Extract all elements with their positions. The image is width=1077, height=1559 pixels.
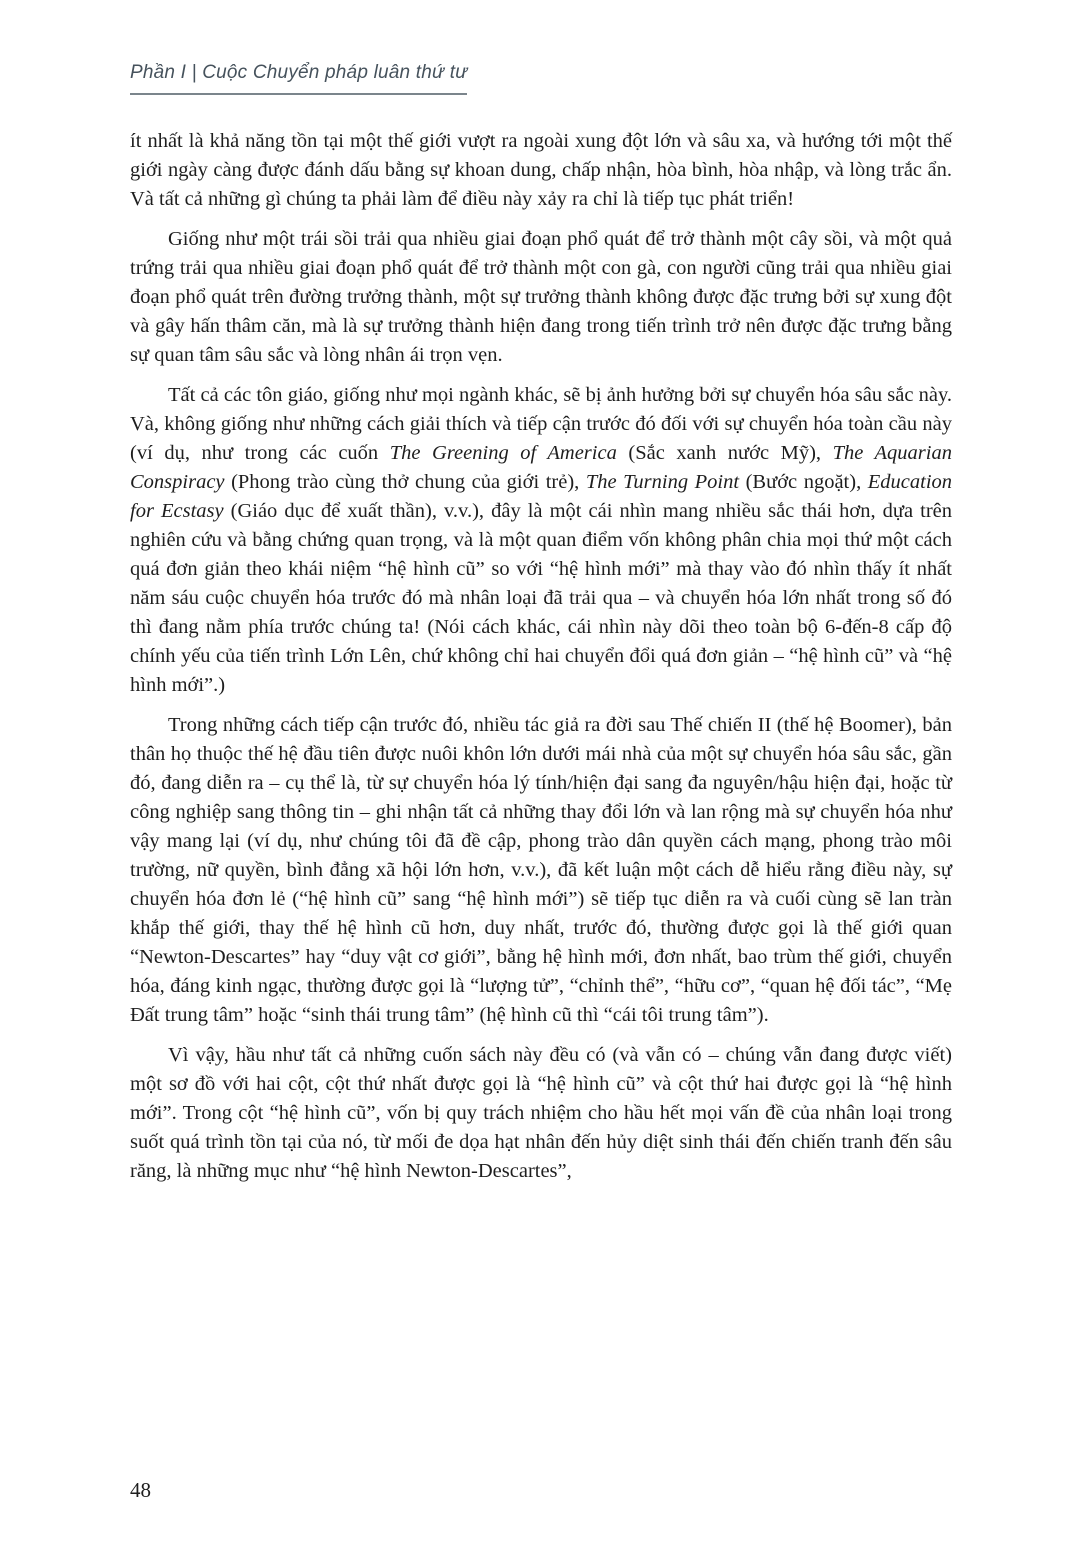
paragraph — [130, 127, 952, 214]
paragraph — [130, 225, 952, 370]
book-title-italic: The Greening of America — [389, 442, 617, 464]
paragraph — [130, 711, 952, 1030]
text-run: (Giáo dục để xuất thần), v.v.), đây là một cái nhìn mang nhiều sắc thái hơn, dựa trên nghiên cứu và bằng chứng quan trọng, và là một quan điểm vốn không phân chia mọi thứ một cách quá đơn giản theo khái niệm “hệ hình cũ” so với “hệ hình mới” mà thay vào đó nhìn thấy ít nhất năm sáu cuộc chuyển hóa trước đó mà nhân loại đã trải qua – và chuyển hóa lớn nhất trong số đó thì đang nằm phía trước chúng ta! (Nói cách khác, cái nhìn này dõi theo toàn bộ 6-đến-8 cấp độ chính yếu của tiến trình Lớn Lên, chứ không chỉ hai chuyển đổi quá đơn giản – “hệ hình cũ” và “hệ hình mới”.) — [130, 500, 952, 696]
running-head-text: Phần I | Cuộc Chuyển pháp luân thứ tư — [130, 62, 467, 95]
paragraph — [130, 1041, 952, 1186]
book-title-italic: The Aquarian Conspiracy — [130, 442, 952, 493]
text-run: Tất cả các tôn giáo, giống như mọi ngành khác, sẽ bị ảnh hưởng bởi sự chuyển hóa sâu sắc này. Và, không giống như những cách giải thích và tiếp cận trước đó đối với sự chuyển hóa toàn cầu này (ví dụ, như trong các cuốn — [130, 384, 952, 464]
book-title-italic: The Turning Point — [585, 471, 740, 493]
page-number: 48 — [130, 1478, 151, 1502]
book-title-italic: Education for Ecstasy — [130, 471, 953, 522]
text-run: ít nhất là khả năng tồn tại một thế giới vượt ra ngoài xung đột lớn và sâu xa, và hướng tới một thế giới ngày càng được đánh dấu bằng sự khoan dung, chấp nhận, hòa bình, hòa nhập, và lòng trắc ẩn. Và tất cả những gì chúng ta phải làm để điều này xảy ra chỉ là tiếp tục phát triển! — [130, 130, 952, 210]
text-run: Vì vậy, hầu như tất cả những cuốn sách này đều có (và vẫn có – chúng vẫn đang được viết) một sơ đồ với hai cột, cột thứ nhất được gọi là “hệ hình cũ” và cột thứ hai được gọi là “hệ hình mới”. Trong cột “hệ hình cũ”, vốn bị quy trách nhiệm cho hầu hết mọi vấn đề của nhân loại trong suốt quá trình tồn tại của nó, từ mối đe dọa hạt nhân đến hủy diệt sinh thái đến chiến tranh đến sâu răng, là những mục như “hệ hình Newton-Descartes”, — [130, 1044, 952, 1182]
text-run: (Bước ngoặt), — [739, 471, 868, 493]
running-head — [130, 62, 950, 95]
text-run: (Phong trào cùng thở chung của giới trẻ), — [224, 471, 586, 493]
text-run: Giống như một trái sồi trải qua nhiều giai đoạn phổ quát để trở thành một cây sồi, và một quả trứng trải qua nhiều giai đoạn phổ quát để trở thành một con gà, con người cũng trải qua nhiều giai đoạn phổ quát trên đường trưởng thành, một sự trưởng thành không được đặc trưng bởi sự xung đột và gây hấn thâm căn, mà là sự trưởng thành hiện đang trong tiến trình trở nên được đặc trưng bằng sự quan tâm sâu sắc và lòng nhân ái trọn vẹn. — [130, 228, 952, 366]
page-body — [130, 127, 952, 1186]
paragraph — [130, 381, 952, 700]
text-run: (Sắc xanh nước Mỹ), — [616, 442, 833, 464]
text-run: Trong những cách tiếp cận trước đó, nhiều tác giả ra đời sau Thế chiến II (thế hệ Boomer), bản thân họ thuộc thế hệ đầu tiên được nuôi khôn lớn dưới mái nhà của một sự chuyển hóa sâu sắc, gần đó, đang diễn ra – cụ thể là, từ sự chuyển hóa lý tính/hiện đại sang đa nguyên/hậu hiện đại, hoặc từ công nghiệp sang thông tin – ghi nhận tất cả những thay đổi lớn và lan rộng mà sự chuyển hóa như vậy mang lại (ví dụ, như chúng tôi đã đề cập, phong trào dân quyền cách mạng, phong trào môi trường, nữ quyền, bình đẳng xã hội lớn hơn, v.v.), đã kết luận một cách dễ hiểu rằng điều này, sự chuyển hóa đơn lẻ (“hệ hình cũ” sang “hệ hình mới”) sẽ tiếp tục diễn ra và cuối cùng sẽ lan tràn khắp thế giới, thay thế hệ hình cũ hơn, duy nhất, trước đó, thường được gọi là thế giới quan “Newton-Descartes” hay “duy vật cơ giới”, bằng hệ hình mới, đơn nhất, bao trùm thế giới, chuyển hóa, đáng kinh ngạc, thường được gọi là “lượng tử”, “chỉnh thể”, “hữu cơ”, “quan hệ đối tác”, “Mẹ Đất trung tâm” hoặc “sinh thái trung tâm” (hệ hình cũ thì “cái tôi trung tâm”). — [130, 714, 952, 1026]
